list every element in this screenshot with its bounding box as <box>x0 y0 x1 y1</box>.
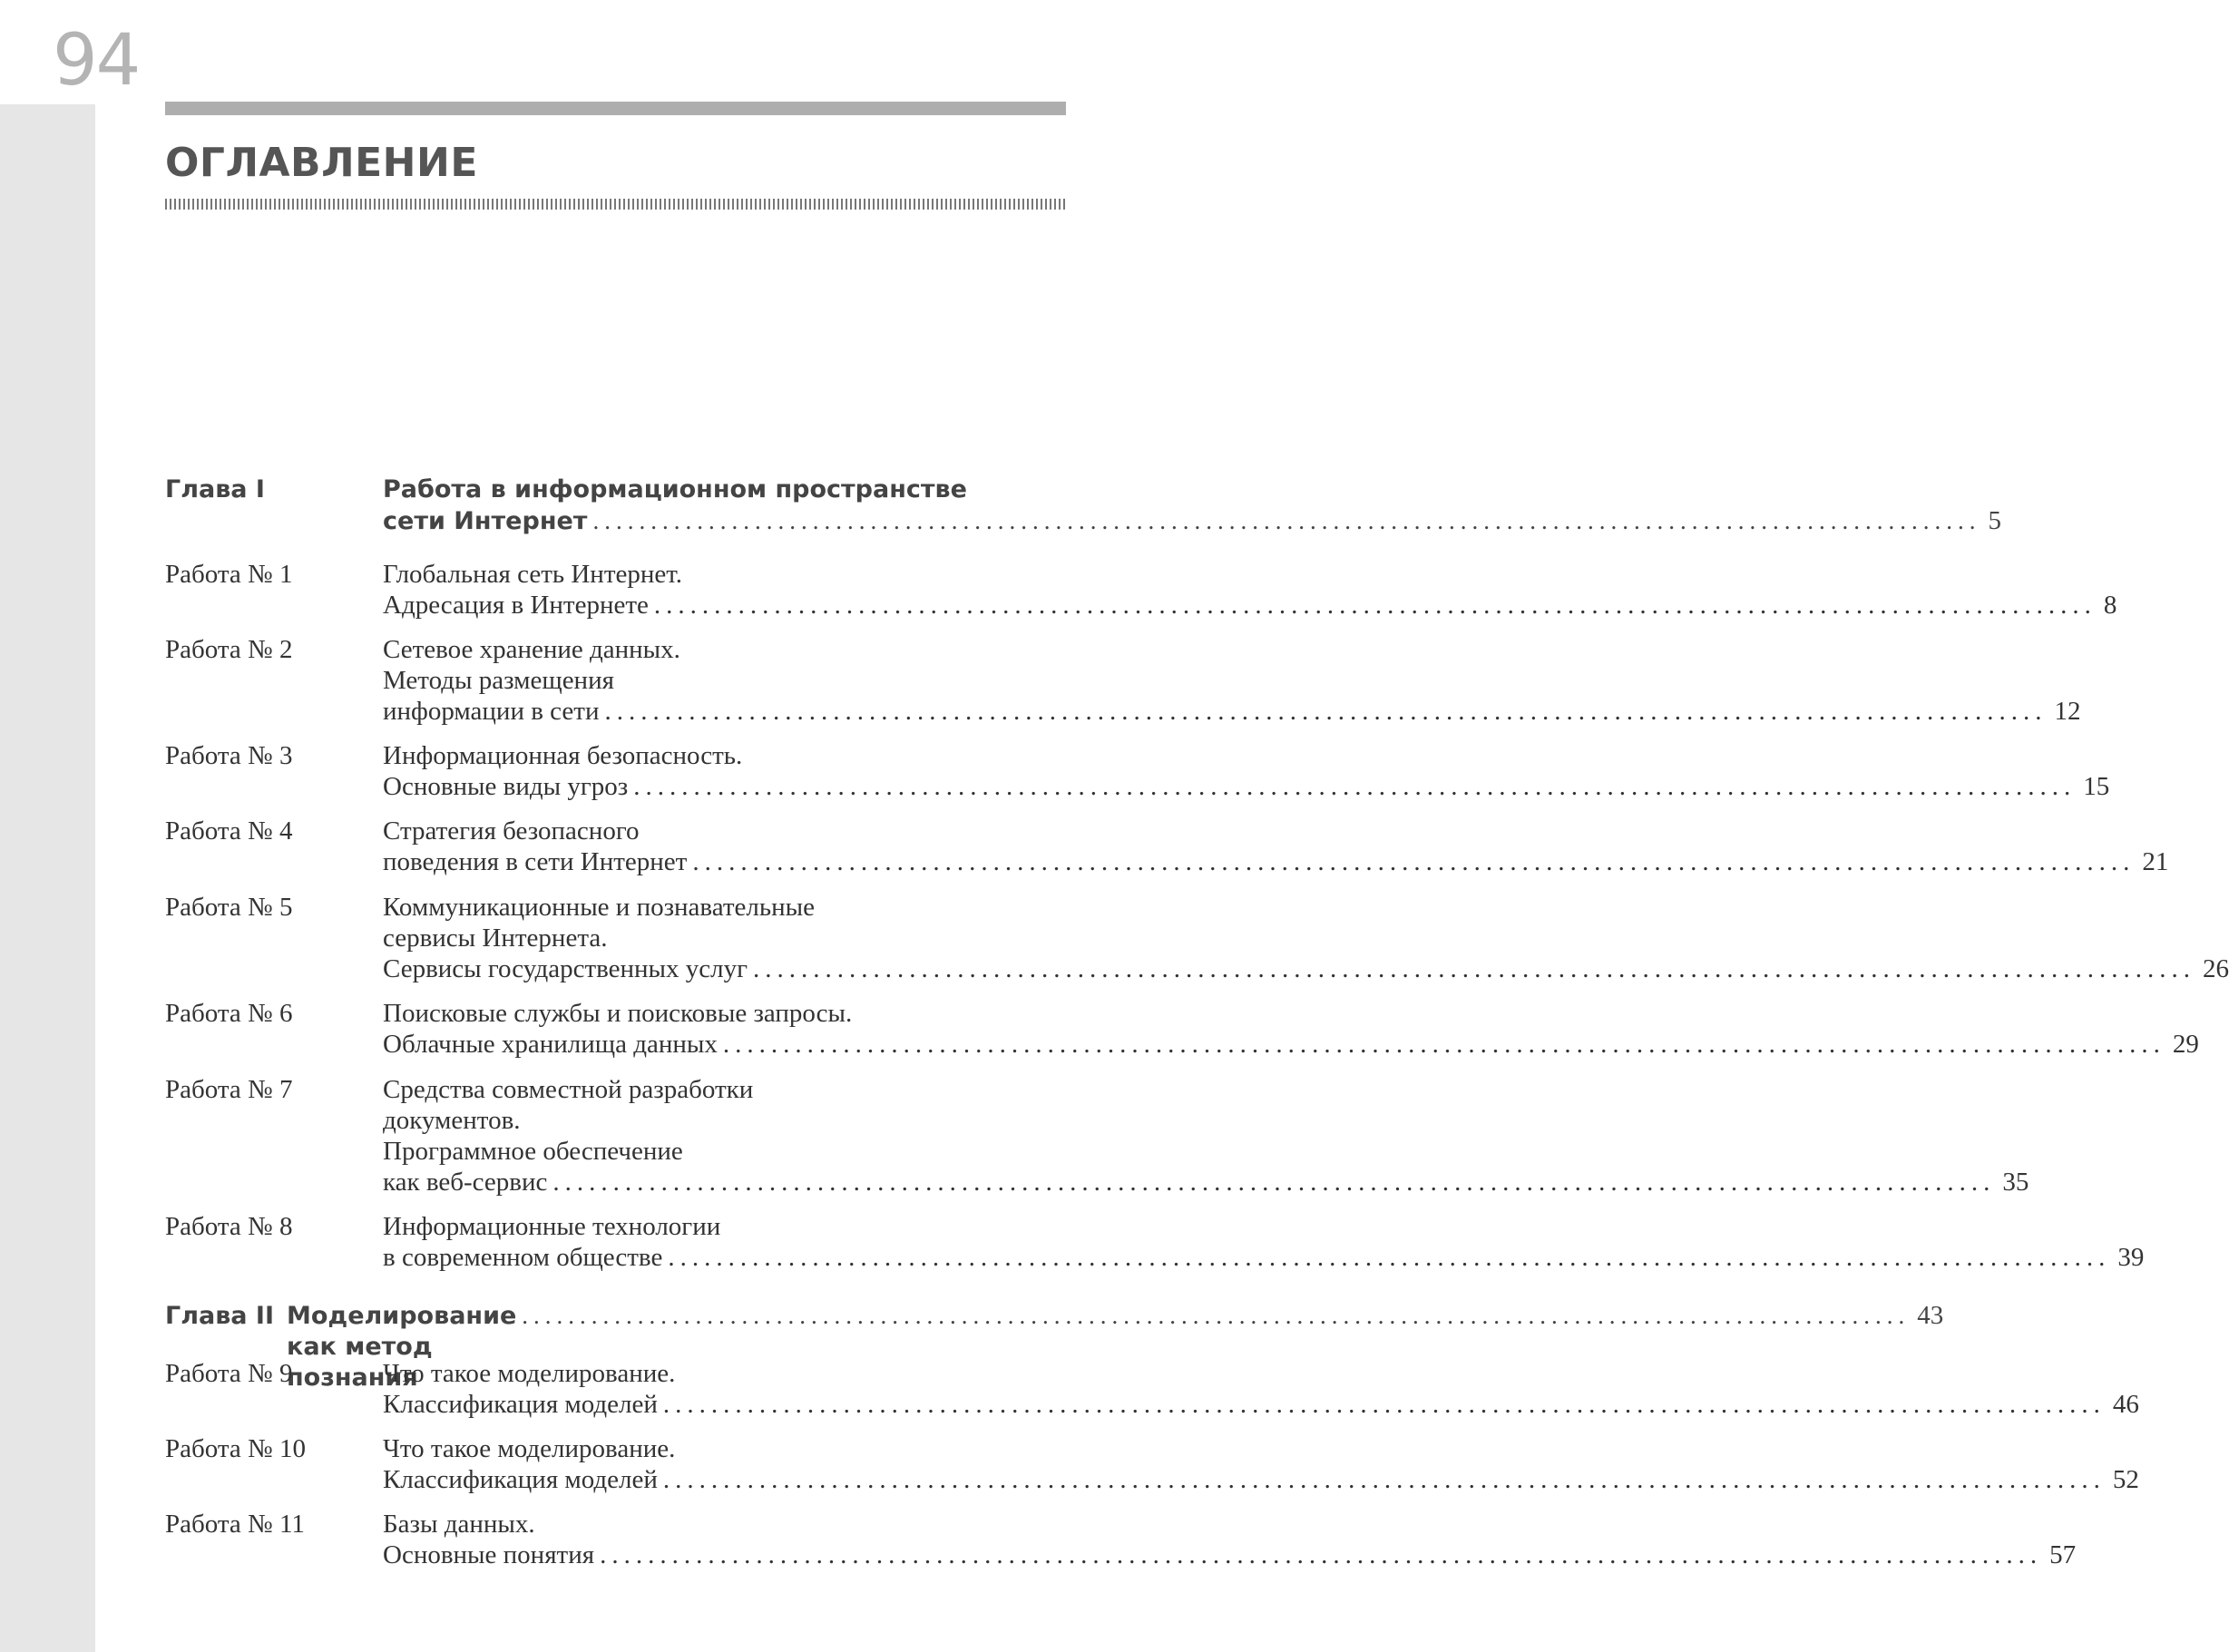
leader-dots: ........................................................................................................................ <box>633 772 2077 801</box>
leader-dots: ........................................................................................................................ <box>552 1168 1996 1197</box>
toc-entry-line: как веб-сервис <box>383 1168 548 1197</box>
toc-entry-line: Информационная безопасность. <box>383 741 743 770</box>
toc-entry-page: 21 <box>2142 847 2169 876</box>
toc-entry-page: 46 <box>2112 1390 2139 1419</box>
toc-entry-page: 5 <box>1988 506 2001 535</box>
toc-entry-line: Стратегия безопасного <box>383 816 640 846</box>
toc-entry-line: Глобальная сеть Интернет. <box>383 560 683 589</box>
toc-entry-line: Работа в информационном пространстве <box>383 475 967 503</box>
toc-entry-page: 43 <box>1917 1301 1944 1330</box>
leader-dots: ........................................................................................................................ <box>653 591 2097 620</box>
toc-entry-line: в современном обществе <box>383 1243 663 1272</box>
toc-entry-label: Глава I <box>165 475 265 503</box>
leader-dots: ........................................................................................................................ <box>662 1465 2106 1494</box>
toc-entry-line: Базы данных. <box>383 1510 535 1539</box>
toc-entry-line: Поисковые службы и поисковые запросы. <box>383 999 853 1028</box>
toc-entry-label: Работа № 4 <box>165 816 293 846</box>
toc-entry-line: Моделирование как метод познания <box>287 1302 517 1392</box>
toc-entry-line: Что такое моделирование. <box>383 1434 676 1463</box>
toc-entry-page: 15 <box>2083 772 2110 801</box>
leader-dots: ........................................................................................................................ <box>604 697 2048 726</box>
toc-entry-page: 52 <box>2112 1465 2139 1494</box>
page-side-band <box>0 104 95 1652</box>
toc-entry-line: Методы размещения <box>383 666 614 695</box>
hatched-rule <box>165 199 1066 210</box>
toc-entry-line: документов. <box>383 1106 521 1135</box>
toc-entry-label: Работа № 9 <box>165 1359 293 1388</box>
toc-entry-line: Сервисы государственных услуг <box>383 954 748 983</box>
leader-dots: ........................................................................................................................ <box>662 1390 2106 1419</box>
toc-entry-page: 57 <box>2049 1540 2077 1569</box>
top-rule <box>165 102 1066 115</box>
toc-entry-line: Информационные технологии <box>383 1212 721 1241</box>
toc-entry-label: Работа № 10 <box>165 1434 306 1463</box>
toc-entry-page: 8 <box>2103 591 2117 620</box>
toc-entry-line: информации в сети <box>383 697 600 726</box>
toc-entry-label: Работа № 7 <box>165 1075 293 1104</box>
toc-entry-page: 26 <box>2203 954 2229 983</box>
toc-entry-line: Программное обеспечение <box>383 1137 683 1166</box>
toc-entry-line: поведения в сети Интернет <box>383 847 688 876</box>
leader-dots: ........................................................................................................................ <box>522 1302 1911 1329</box>
toc-entry-page: 35 <box>2002 1168 2029 1197</box>
toc-entry-label: Работа № 8 <box>165 1212 293 1241</box>
toc-entry-page: 39 <box>2117 1243 2145 1272</box>
toc-entry-label: Глава II <box>165 1302 274 1330</box>
toc-entry-page: 29 <box>2172 1030 2199 1059</box>
toc-entry-line: Основные понятия <box>383 1540 595 1569</box>
toc-entry-line: Основные виды угроз <box>383 772 629 801</box>
toc-entry-page: 12 <box>2054 697 2081 726</box>
toc-entry-line: Что такое моделирование. <box>383 1359 676 1388</box>
page-number: 94 <box>53 20 140 102</box>
toc-entry-label: Работа № 3 <box>165 741 293 770</box>
leader-dots: ........................................................................................................................ <box>692 847 2136 876</box>
toc-entry-line: сети Интернет <box>383 507 588 535</box>
leader-dots: ........................................................................................................................ <box>600 1540 2043 1569</box>
toc-entry-label: Работа № 5 <box>165 893 293 922</box>
leader-dots: ........................................................................................................................ <box>592 507 1981 534</box>
leader-dots: ........................................................................................................................ <box>722 1030 2165 1059</box>
toc-entry-line: Адресация в Интернете <box>383 591 649 620</box>
toc-entry-label: Работа № 11 <box>165 1510 305 1539</box>
toc-title: ОГЛАВЛЕНИЕ <box>165 140 478 186</box>
toc-entry-label: Работа № 2 <box>165 635 293 664</box>
leader-dots: ........................................................................................................................ <box>753 954 2196 983</box>
toc-entry-line: Коммуникационные и познавательные <box>383 893 815 922</box>
leader-dots: ........................................................................................................................ <box>668 1243 2111 1272</box>
toc-entry-line: Классификация моделей <box>383 1465 658 1494</box>
toc-entry-line: Классификация моделей <box>383 1390 658 1419</box>
toc-entry-line: Сетевое хранение данных. <box>383 635 680 664</box>
toc-entry-line: Облачные хранилища данных <box>383 1030 718 1059</box>
toc-entry-line: Средства совместной разработки <box>383 1075 754 1104</box>
toc-entry-label: Работа № 6 <box>165 999 293 1028</box>
toc-entry-label: Работа № 1 <box>165 560 293 589</box>
toc-entry-line: сервисы Интернета. <box>383 924 608 953</box>
